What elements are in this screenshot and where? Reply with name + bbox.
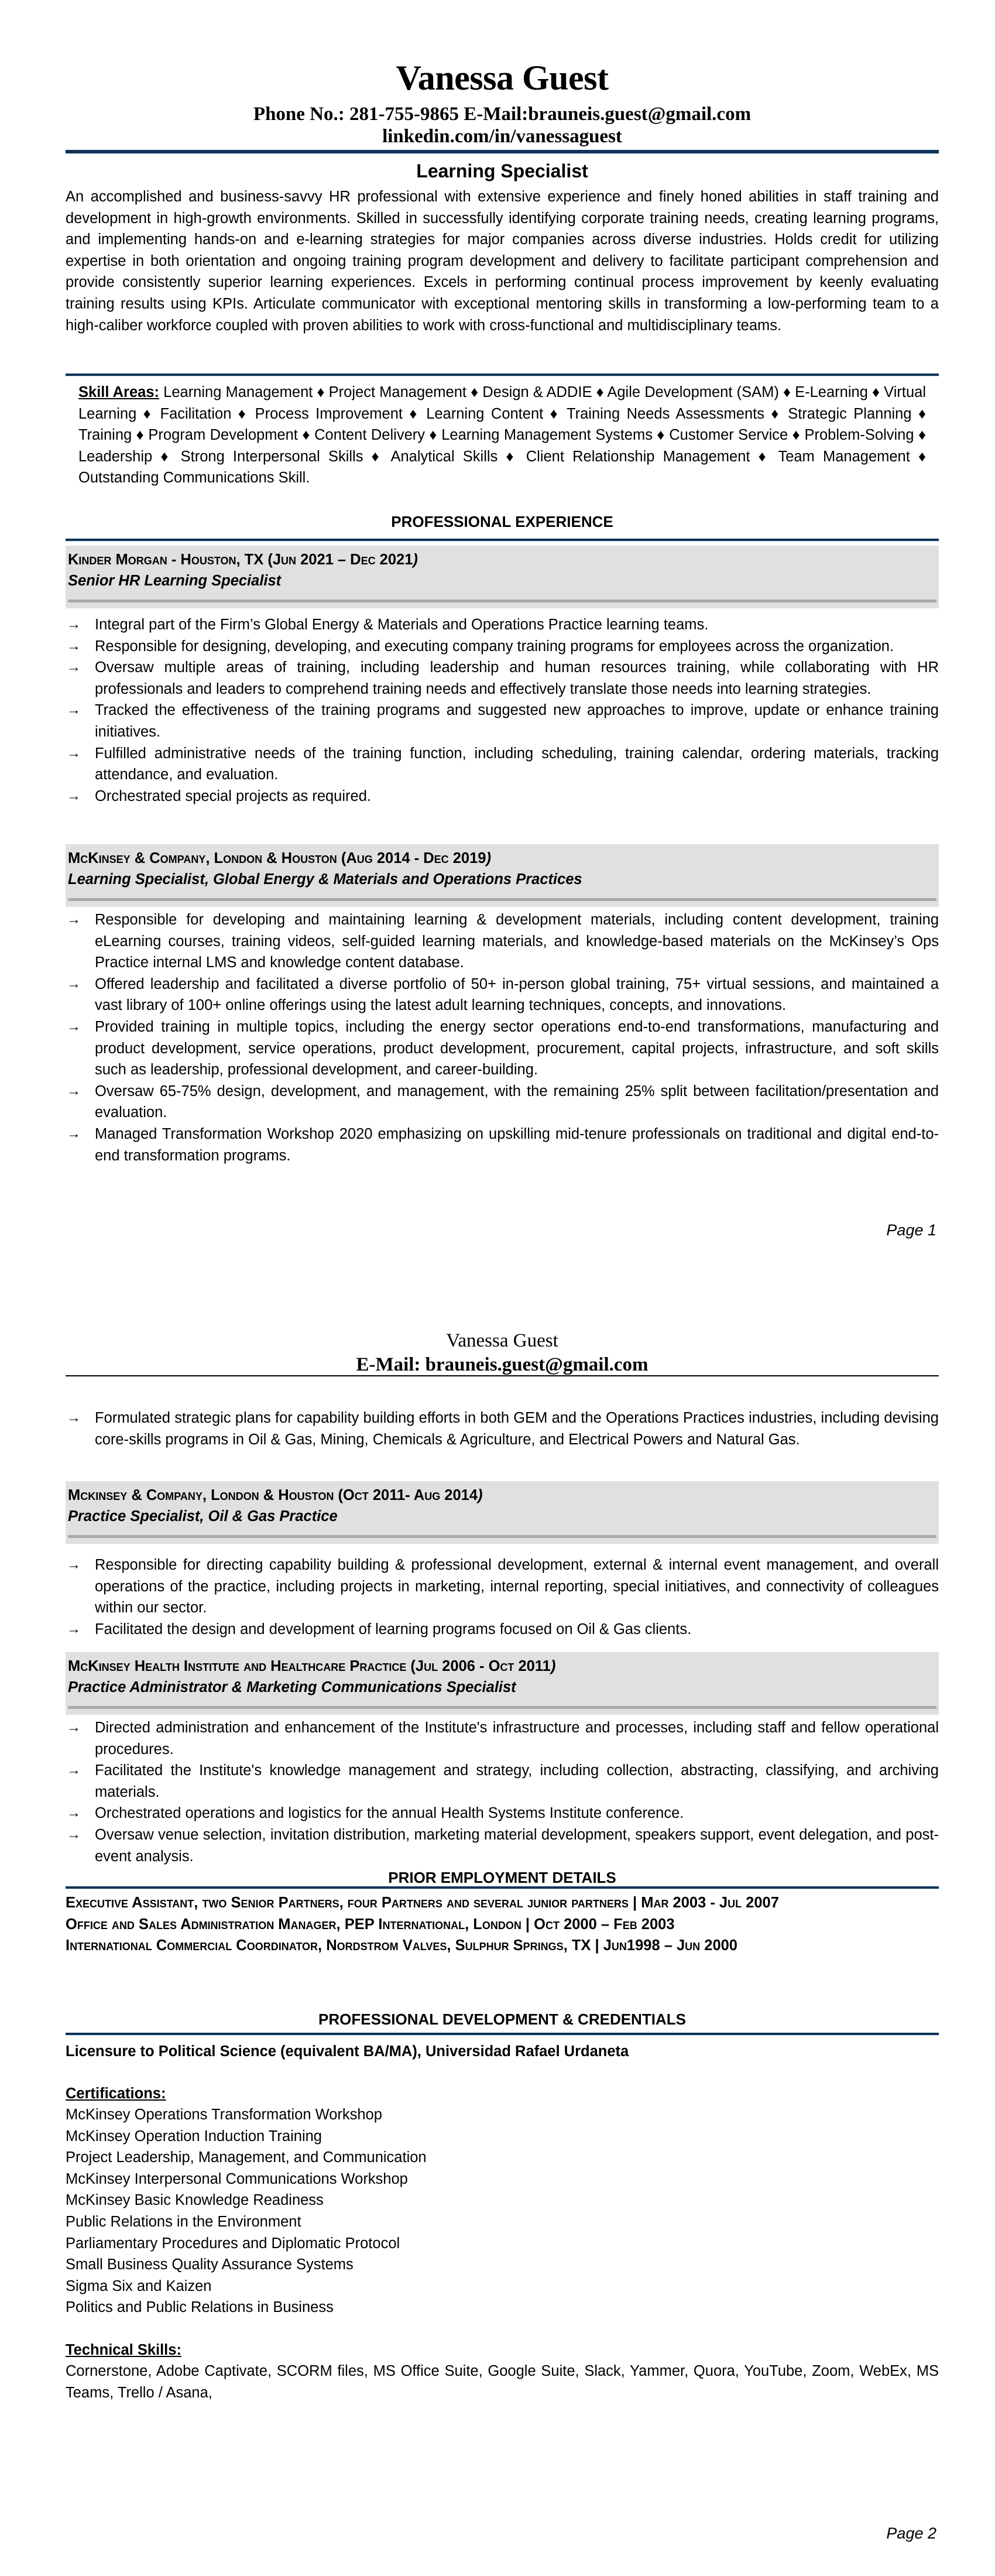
list-item xyxy=(66,1824,939,1867)
arrow-right-icon: → xyxy=(67,1719,81,1735)
company-name: Kinder Morgan - Houston, TX xyxy=(68,551,268,568)
skill-areas-list: Learning Management ♦ Project Management ♦ Design & ADDIE ♦ Agile Development (SAM) ♦ E-Learning ♦ Virtual Learning ♦ Facilitation ♦ Process Improvement ♦ Learning Content ♦ Training Needs Assessments ♦ Strategic Planning ♦ Training ♦ Program Development ♦ Content Delivery ♦ Learning Management Systems ♦ Customer Service ♦ Problem-Solving ♦ Leadership ♦ Strong Interpersonal Skills ♦ Analytical Skills ♦ Client Relationship Management ♦ Team Management ♦ Outstanding Communications Skill. xyxy=(78,384,926,487)
technical-skills-label: Technical Skills: xyxy=(66,2341,181,2358)
certification-item: McKinsey Operations Transformation Workshop xyxy=(66,2106,382,2123)
job-header xyxy=(66,1481,939,1544)
list-item xyxy=(66,1554,939,1619)
certification-item: McKinsey Basic Knowledge Readiness xyxy=(66,2192,324,2209)
certifications-list xyxy=(66,2104,939,2318)
job-mckinsey-practice-specialist xyxy=(66,1481,939,1640)
bullet-text: Tracked the effectiveness of the training programs and suggested new approaches to improve, update or enhance training initiatives. xyxy=(95,702,939,740)
arrow-right-icon: → xyxy=(67,1805,81,1821)
page2-email: E-Mail: brauneis.guest@gmail.com xyxy=(356,1354,649,1375)
job-title: Practice Administrator & Marketing Communications Specialist xyxy=(68,1679,516,1695)
list-item xyxy=(66,1123,939,1166)
arrow-right-icon: → xyxy=(67,702,81,718)
bullet-text: Facilitated the design and development of learning programs focused on Oil & Gas clients. xyxy=(95,1621,692,1638)
list-item xyxy=(66,1760,939,1803)
linkedin-url: linkedin.com/in/vanessaguest xyxy=(382,126,622,147)
list-item xyxy=(66,1803,939,1824)
job-company xyxy=(68,1656,936,1677)
page2-header xyxy=(66,1329,939,1377)
arrow-right-icon: → xyxy=(67,638,81,654)
job-header-pad xyxy=(68,1709,936,1715)
spacer xyxy=(66,2318,939,2339)
section-heading-prior-employment: PRIOR EMPLOYMENT DETAILS xyxy=(388,1869,616,1886)
bullet-text: Responsible for designing, developing, and executing company training programs for employees across the organization. xyxy=(95,638,894,655)
certifications-label: Certifications: xyxy=(66,2085,166,2102)
job-title: Learning Specialist, Global Energy & Materials and Operations Practices xyxy=(68,871,582,888)
bullet-text: Orchestrated special projects as required. xyxy=(95,787,371,804)
bullet-text: Responsible for developing and maintaining learning & development materials, including content development, training eLearning courses, training videos, self-guided learning materials, and knowledge-based materials on the McKinsey’s Ops Practice internal LMS and knowledge content database. xyxy=(95,912,939,971)
section-heading-experience: PROFESSIONAL EXPERIENCE xyxy=(391,513,613,530)
dates-close: ) xyxy=(486,850,491,866)
certification-item: Sigma Six and Kaizen xyxy=(66,2277,212,2294)
arrow-right-icon: → xyxy=(67,912,81,927)
bullet-text: Responsible for directing capability building & professional development, external & internal event management, and overall operations of the practice, including projects in marketing, internal reporting, special initiatives, and connectivity of colleagues within our sector. xyxy=(95,1557,939,1616)
bullet-text: Oversaw 65-75% design, development, and management, with the remaining 25% split between facilitation/presentation and evaluation. xyxy=(95,1083,939,1121)
candidate-name: Vanessa Guest xyxy=(396,59,609,97)
experience-divider xyxy=(66,539,939,542)
bullet-text: Oversaw multiple areas of training, including leadership and human resources training, while collaborating with HR professionals and leaders to comprehend training needs and effectively translate those needs into learning strategies. xyxy=(95,659,939,697)
arrow-right-icon: → xyxy=(67,1125,81,1142)
certification-item: Small Business Quality Assurance Systems xyxy=(66,2256,354,2273)
job-bullets xyxy=(66,1554,939,1640)
resume-page-2 xyxy=(0,1288,995,2576)
company-name: McKinsey & Company, London & Houston xyxy=(68,850,341,866)
list-item xyxy=(66,700,939,742)
arrow-right-icon: → xyxy=(67,1557,81,1573)
bullet-text: Provided training in multiple topics, including the energy sector operations end-to-end transformations, manufacturing and product development, service operations, product development, procurement, capital projects, infrastructure, and soft skills such as leadership, professional development, and career-building. xyxy=(95,1018,939,1078)
job-mckinsey-learning-specialist xyxy=(66,844,939,1166)
arrow-right-icon: → xyxy=(67,1762,81,1779)
arrow-right-icon: → xyxy=(67,1018,81,1034)
section-heading-credentials: PROFESSIONAL DEVELOPMENT & CREDENTIALS xyxy=(318,2010,686,2028)
certification-item: McKinsey Interpersonal Communications Workshop xyxy=(66,2170,408,2187)
certification-item: Public Relations in the Environment xyxy=(66,2213,301,2230)
job-header xyxy=(66,844,939,907)
degree: Licensure to Political Science (equivalent BA/MA), Universidad Rafael Urdaneta xyxy=(66,2043,629,2060)
arrow-right-icon: → xyxy=(67,745,81,761)
skills-divider xyxy=(66,374,939,376)
technical-skills-list: Cornerstone, Adobe Captivate, SCORM files, MS Office Suite, Google Suite, Slack, Yammer, Quora, YouTube, Zoom, WebEx, MS Teams, Trello / Asana, xyxy=(66,2362,939,2401)
list-item xyxy=(66,974,939,1016)
professional-summary: An accomplished and business-savvy HR professional with extensive experience and finely honed abilities in staff training and development in high-growth environments. Skilled in successfully identifying corporate training needs, creating learning programs, and implementing hands-on and e-learning strategies for major companies across diverse industries. Holds credit for utilizing expertise in both orientation and ongoing training program development and delivery to facilitate participant comprehension and provide consistently superior learning experiences. Excels in performing continual process improvement by keenly evaluating training results using KPIs. Articulate communicator with exceptional mentoring skills in transforming a low-performing team to a high-caliber workforce coupled with proven abilities to work with cross-functional and multidisciplinary teams. xyxy=(66,189,939,334)
job-bullets xyxy=(66,1407,939,1450)
list-item xyxy=(66,636,939,657)
job-bullets xyxy=(66,909,939,1166)
certification-item: Project Leadership, Management, and Communication xyxy=(66,2149,427,2166)
job-kinder-morgan xyxy=(66,546,939,807)
arrow-right-icon: → xyxy=(67,787,81,804)
job-dates: (Oct 2011- Aug 2014 xyxy=(338,1487,478,1503)
list-item xyxy=(66,786,939,807)
dates-close: ) xyxy=(413,551,418,568)
role-title: Learning Specialist xyxy=(416,160,588,181)
company-name: Mckinsey & Company, London & Houston xyxy=(68,1487,338,1503)
list-item xyxy=(66,614,939,636)
certification-item: Parliamentary Procedures and Diplomatic Protocol xyxy=(66,2235,400,2252)
job-header xyxy=(66,1652,939,1715)
list-item xyxy=(66,743,939,786)
credentials-divider xyxy=(66,2033,939,2036)
page2-name: Vanessa Guest xyxy=(446,1330,558,1351)
certification-item: Politics and Public Relations in Business xyxy=(66,2299,334,2316)
job-mckinsey-health-institute xyxy=(66,1652,939,1867)
dates-close: ) xyxy=(550,1658,556,1674)
list-item xyxy=(66,1407,939,1450)
job-dates: (Jun 2021 – Dec 2021 xyxy=(267,551,413,568)
arrow-right-icon: → xyxy=(67,1083,81,1099)
certification-item: McKinsey Operation Induction Training xyxy=(66,2128,322,2145)
spacer xyxy=(66,2062,939,2083)
job-dates: (Jul 2006 - Oct 2011 xyxy=(410,1658,551,1674)
job-title: Practice Specialist, Oil & Gas Practice xyxy=(68,1508,338,1525)
job-company xyxy=(68,1485,936,1506)
prior-employment-item: Office and Sales Administration Manager, PEP International, London | Oct 2000 – Feb 2003 xyxy=(66,1916,675,1933)
list-item xyxy=(66,1717,939,1760)
company-name: McKinsey Health Institute and Healthcare Practice xyxy=(68,1658,411,1674)
prior-employment-divider xyxy=(66,1886,939,1889)
job-title: Senior HR Learning Specialist xyxy=(68,573,282,589)
bullet-text: Orchestrated operations and logistics for the annual Health Systems Institute conference. xyxy=(95,1805,684,1822)
arrow-right-icon: → xyxy=(67,975,81,992)
prior-employment-item: International Commercial Coordinator, Nordstrom Valves, Sulphur Springs, TX | Jun1998 – Jun 2000 xyxy=(66,1937,737,1954)
bullet-text: Integral part of the Firm’s Global Energy & Materials and Operations Practice learning teams. xyxy=(95,616,709,633)
arrow-right-icon: → xyxy=(67,616,81,632)
page-number: Page 2 xyxy=(886,2524,936,2542)
job-header-pad xyxy=(68,602,936,608)
job-company xyxy=(68,549,936,570)
skill-areas xyxy=(66,378,939,489)
job-bullets xyxy=(66,614,939,807)
page-number: Page 1 xyxy=(886,1221,936,1239)
job-company xyxy=(68,848,936,869)
bullet-text: Fulfilled administrative needs of the training function, including scheduling, training calendar, ordering materials, tracking attendance, and evaluation. xyxy=(95,745,939,783)
arrow-right-icon: → xyxy=(67,659,81,676)
resume-header xyxy=(66,59,939,148)
job-header-pad xyxy=(68,1538,936,1544)
job-header-pad xyxy=(68,901,936,907)
list-item xyxy=(66,657,939,700)
bullet-text: Formulated strategic plans for capability building efforts in both GEM and the Operations Practices industries, including devising core-skills programs in Oil & Gas, Mining, Chemicals & Agriculture, and Electrical Powers and Natural Gas. xyxy=(95,1410,939,1448)
bullet-text: Facilitated the Institute's knowledge management and strategy, including collection, abstracting, classifying, and archiving materials. xyxy=(95,1762,939,1800)
arrow-right-icon: → xyxy=(67,1826,81,1842)
page2-header-rule xyxy=(66,1375,939,1376)
job-bullets xyxy=(66,1717,939,1867)
skill-areas-label: Skill Areas: xyxy=(78,384,160,400)
prior-employment-list xyxy=(66,1892,939,1957)
job-mckinsey-learning-specialist-continued xyxy=(66,1407,939,1450)
arrow-right-icon: → xyxy=(67,1410,81,1426)
list-item xyxy=(66,1081,939,1123)
contact-line: Phone No.: 281-755-9865 E-Mail:brauneis.guest@gmail.com xyxy=(253,104,752,125)
bullet-text: Directed administration and enhancement of the Institute's infrastructure and processes, including staff and fellow operational procedures. xyxy=(95,1719,939,1758)
list-item xyxy=(66,1619,939,1640)
list-item xyxy=(66,1016,939,1081)
job-header xyxy=(66,546,939,608)
arrow-right-icon: → xyxy=(67,1621,81,1637)
bullet-text: Oversaw venue selection, invitation distribution, marketing material development, speakers support, event delegation, and post-event analysis. xyxy=(95,1826,939,1865)
credentials-block xyxy=(66,2041,939,2403)
header-divider xyxy=(66,150,939,154)
bullet-text: Offered leadership and facilitated a diverse portfolio of 50+ in-person global training, 75+ virtual sessions, and maintained a vast library of 100+ online offerings using the latest adult learning techniques, concepts, and innovations. xyxy=(95,975,939,1014)
prior-employment-item: Executive Assistant, two Senior Partners, four Partners and several junior partners | Mar 2003 - Jul 2007 xyxy=(66,1895,779,1911)
dates-close: ) xyxy=(478,1487,483,1503)
bullet-text: Managed Transformation Workshop 2020 emphasizing on upskilling mid-tenure professionals on traditional and digital end-to-end transformation programs. xyxy=(95,1125,939,1164)
list-item xyxy=(66,909,939,974)
job-dates: (Aug 2014 - Dec 2019 xyxy=(341,850,486,866)
